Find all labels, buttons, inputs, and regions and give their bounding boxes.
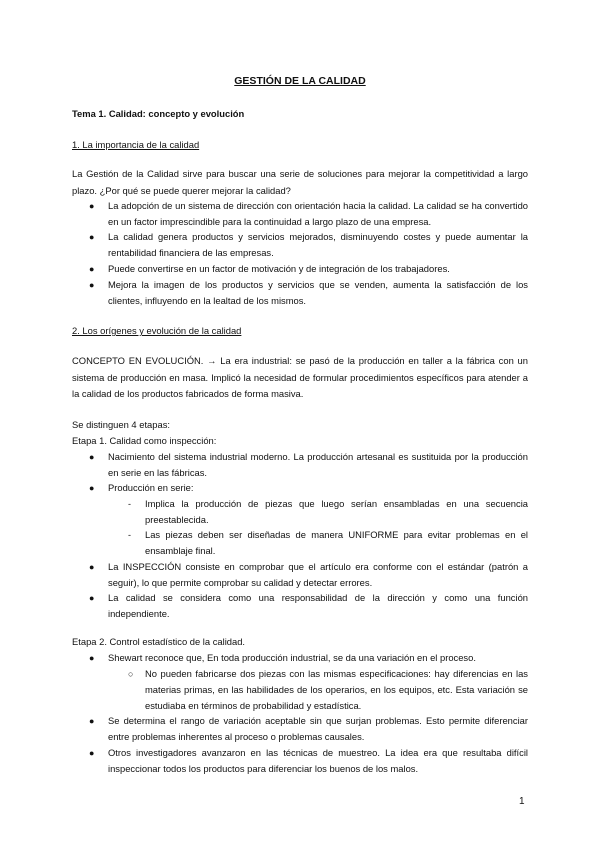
list-item: Se determina el rango de variación aceptable sin que surjan problemas. Esto permite diferenciar entre problemas inherentes al proceso o problemas causales. <box>108 715 528 742</box>
section-2-concept: CONCEPTO EN EVOLUCIÓN. → La era industrial: se pasó de la producción en taller a la fábrica con un sistema de producción en masa. Implicó la necesidad de formular procedimientos específicos para atender a la calidad de los productos fabricados de forma masiva. <box>72 355 528 399</box>
bullet-marker: ● <box>89 562 95 572</box>
dash-marker: - <box>128 530 131 540</box>
section-1-intro: La Gestión de la Calidad sirve para buscar una serie de soluciones para mejorar la competitividad a largo plazo. ¿Por qué se puede querer mejorar la calidad? <box>72 168 528 196</box>
stage-2-heading: Etapa 2. Control estadístico de la calidad. <box>72 636 246 647</box>
bullet-marker: ● <box>89 201 95 211</box>
list-item: Otros investigadores avanzaron en las técnicas de muestreo. La idea era que resultaba difícil inspeccionar todos los productos para diferenciar los buenos de los malos. <box>108 747 528 774</box>
sub-list-item: No pueden fabricarse dos piezas con las mismas especificaciones: hay diferencias en las materias primas, en las habilidades de los operarios, en los equipos, etc. Esta variación se estudiaba en términos de probabilidad y estadística. <box>145 668 528 711</box>
bullet-marker: ● <box>89 483 95 493</box>
document-title: GESTIÓN DE LA CALIDAD <box>234 75 366 87</box>
sub-list-item: Las piezas deben ser diseñadas de manera UNIFORME para evitar problemas en el ensamblaje final. <box>145 529 528 556</box>
stages-intro: Se distinguen 4 etapas: <box>72 419 170 430</box>
bullet-marker: ● <box>89 653 95 663</box>
list-item: La calidad genera productos y servicios mejorados, disminuyendo costes y puede aumentar la rentabilidad financiera de las empresas. <box>108 231 528 258</box>
circle-marker: ○ <box>128 669 134 679</box>
list-item: La INSPECCIÓN consiste en comprobar que el artículo era conforme con el estándar (patrón a seguir), lo que permite comprobar su calidad y detectar errores. <box>108 561 528 588</box>
list-item: Shewart reconoce que, En toda producción industrial, se da una variación en el proceso. <box>108 652 476 663</box>
list-item: Producción en serie: <box>108 482 194 493</box>
page-number: 1 <box>519 796 525 807</box>
bullet-marker: ● <box>89 748 95 758</box>
bullet-marker: ● <box>89 593 95 603</box>
list-item: La calidad se considera como una responsabilidad de la dirección y como una función independiente. <box>108 592 528 619</box>
list-item: Mejora la imagen de los productos y servicios que se venden, aumenta la satisfacción de los clientes, influyendo en la lealtad de los mismos. <box>108 279 528 306</box>
list-item: Nacimiento del sistema industrial moderno. La producción artesanal es sustituida por la producción en serie en las fábricas. <box>108 451 528 478</box>
stage-1-heading: Etapa 1. Calidad como inspección: <box>72 435 217 446</box>
section-2-heading: 2. Los orígenes y evolución de la calidad <box>72 325 242 336</box>
bullet-marker: ● <box>89 232 95 242</box>
bullet-marker: ● <box>89 716 95 726</box>
topic-heading: Tema 1. Calidad: concepto y evolución <box>72 108 245 119</box>
bullet-marker: ● <box>89 264 95 274</box>
bullet-marker: ● <box>89 280 95 290</box>
dash-marker: - <box>128 499 131 509</box>
section-1-heading: 1. La importancia de la calidad <box>72 139 200 150</box>
sub-list-item: Implica la producción de piezas que luego serían ensambladas en una secuencia preestablecida. <box>145 498 528 525</box>
bullet-marker: ● <box>89 452 95 462</box>
list-item: Puede convertirse en un factor de motivación y de integración de los trabajadores. <box>108 263 450 274</box>
list-item: La adopción de un sistema de dirección con orientación hacia la calidad. La calidad se ha convertido en un factor imprescindible para la continuidad a largo plazo de una empresa. <box>108 200 528 227</box>
